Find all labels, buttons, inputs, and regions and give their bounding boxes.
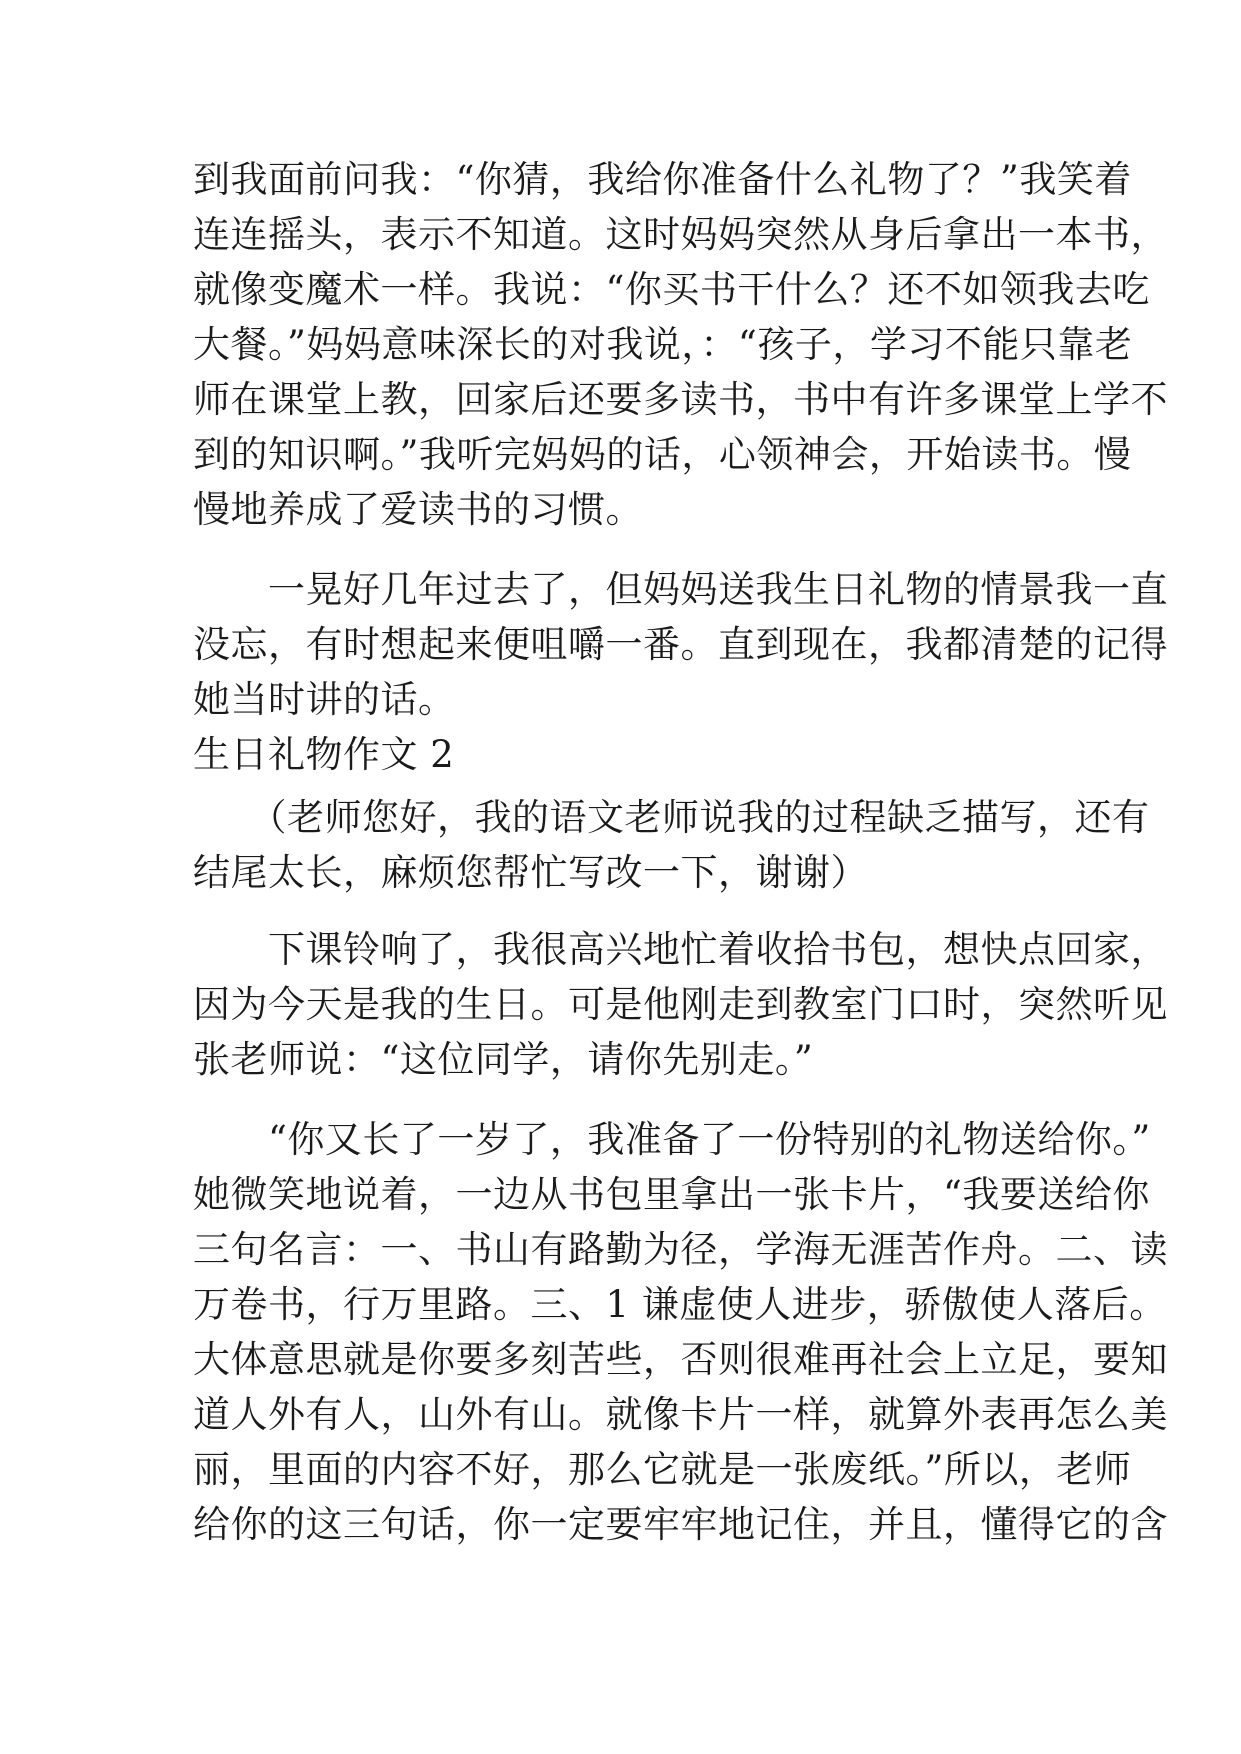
text-line: 三句名言：一、书山有路勤为径，学海无涯苦作舟。二、读 [193, 1228, 1168, 1271]
text-line: “你又长了一岁了，我准备了一份特别的礼物送给你。” [193, 1118, 1151, 1161]
text-line: 连连摇头，表示不知道。这时妈妈突然从身后拿出一本书， [193, 213, 1168, 256]
text-line: 给你的这三句话，你一定要牢牢地记住，并且，懂得它的含 [193, 1503, 1168, 1546]
text-line: 她当时讲的话。 [193, 678, 456, 721]
text-line: 就像变魔术一样。我说：“你买书干什么？还不如领我去吃 [193, 268, 1150, 311]
section-heading: 生日礼物作文 2 [193, 733, 455, 776]
text-line: 她微笑地说着，一边从书包里拿出一张卡片，“我要送给你 [193, 1173, 1150, 1216]
text-line: 道人外有人，山外有山。就像卡片一样，就算外表再怎么美 [193, 1393, 1168, 1436]
text-line: 下课铃响了，我很高兴地忙着收拾书包，想快点回家， [193, 928, 1168, 971]
text-line: 万卷书，行万里路。三、1 谦虚使人进步，骄傲使人落后。 [193, 1283, 1167, 1326]
text-line: 慢地养成了爱读书的习惯。 [193, 488, 643, 531]
text-line: 到我面前问我：“你猜，我给你准备什么礼物了？”我笑着 [193, 158, 1132, 201]
text-line: 丽，里面的内容不好，那么它就是一张废纸。”所以，老师 [193, 1448, 1132, 1491]
text-line: 结尾太长，麻烦您帮忙写改一下，谢谢） [193, 851, 868, 894]
text-line: 没忘，有时想起来便咀嚼一番。直到现在，我都清楚的记得 [193, 623, 1168, 666]
text-line: 师在课堂上教，回家后还要多读书，书中有许多课堂上学不 [193, 378, 1168, 421]
text-line: 大体意思就是你要多刻苦些，否则很难再社会上立足，要知 [193, 1338, 1168, 1381]
text-line: 张老师说：“这位同学，请你先别走。” [193, 1038, 814, 1081]
text-line: 一晃好几年过去了，但妈妈送我生日礼物的情景我一直 [193, 568, 1168, 611]
text-line: 到的知识啊。”我听完妈妈的话，心领神会，开始读书。慢 [193, 433, 1132, 476]
text-line: （老师您好，我的语文老师说我的过程缺乏描写，还有 [193, 796, 1150, 839]
text-line: 大餐。”妈妈意味深长的对我说，：“孩子，学习不能只靠老 [193, 323, 1133, 366]
text-line: 因为今天是我的生日。可是他刚走到教室门口时，突然听见 [193, 983, 1168, 1026]
